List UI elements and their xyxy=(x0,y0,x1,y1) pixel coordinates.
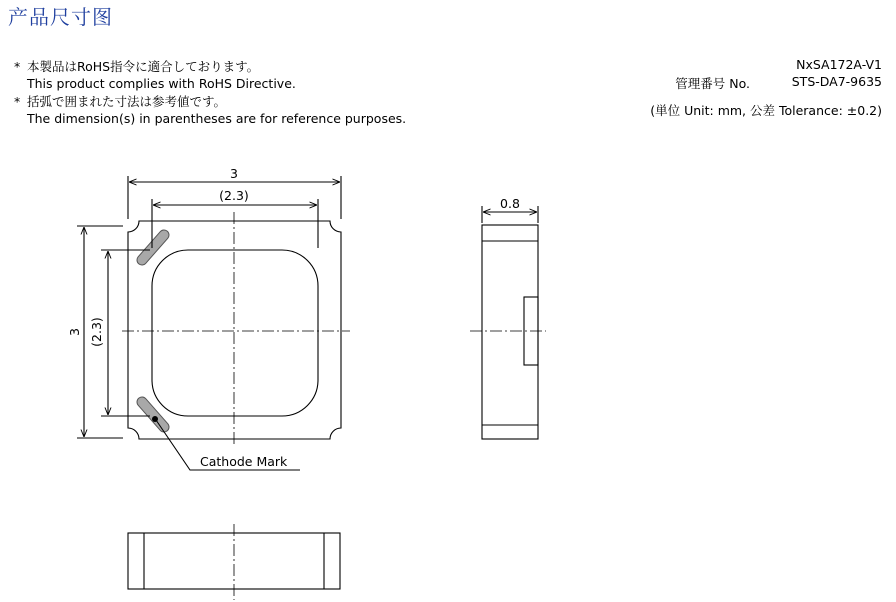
lens-opening xyxy=(152,250,318,416)
part-number: NxSA172A-V1 xyxy=(796,57,882,72)
reference-note-en: The dimension(s) in parentheses are for reference purposes. xyxy=(27,111,407,126)
page-title: 产品尺寸图 xyxy=(8,5,113,29)
note-mark: * xyxy=(14,59,21,74)
inner-width-label: (2.3) xyxy=(219,188,249,203)
thickness-label: 0.8 xyxy=(500,196,520,211)
pad-top xyxy=(142,235,164,260)
rohs-note-jp: 本製品はRoHS指令に適合しております。 xyxy=(27,59,260,74)
cathode-mark-label: Cathode Mark xyxy=(200,454,288,469)
bottom-view xyxy=(128,524,340,600)
side-view xyxy=(470,206,546,439)
reference-note-jp: 括弧で囲まれた寸法は参考値です。 xyxy=(27,94,227,109)
management-number-label: 管理番号 No. xyxy=(675,76,750,91)
top-view xyxy=(77,176,350,470)
unit-tolerance-note: (単位 Unit: mm, 公差 Tolerance: ±0.2) xyxy=(650,103,882,118)
rohs-note-en: This product complies with RoHS Directive. xyxy=(27,76,296,91)
note-mark: * xyxy=(14,94,21,109)
width-label: 3 xyxy=(230,166,238,181)
side-outline xyxy=(482,225,538,439)
package-outline xyxy=(128,221,341,439)
management-number-value: STS-DA7-9635 xyxy=(791,74,882,89)
height-label: 3 xyxy=(67,328,82,336)
pad-bottom-cathode xyxy=(142,402,164,427)
inner-height-label: (2.3) xyxy=(89,317,104,347)
